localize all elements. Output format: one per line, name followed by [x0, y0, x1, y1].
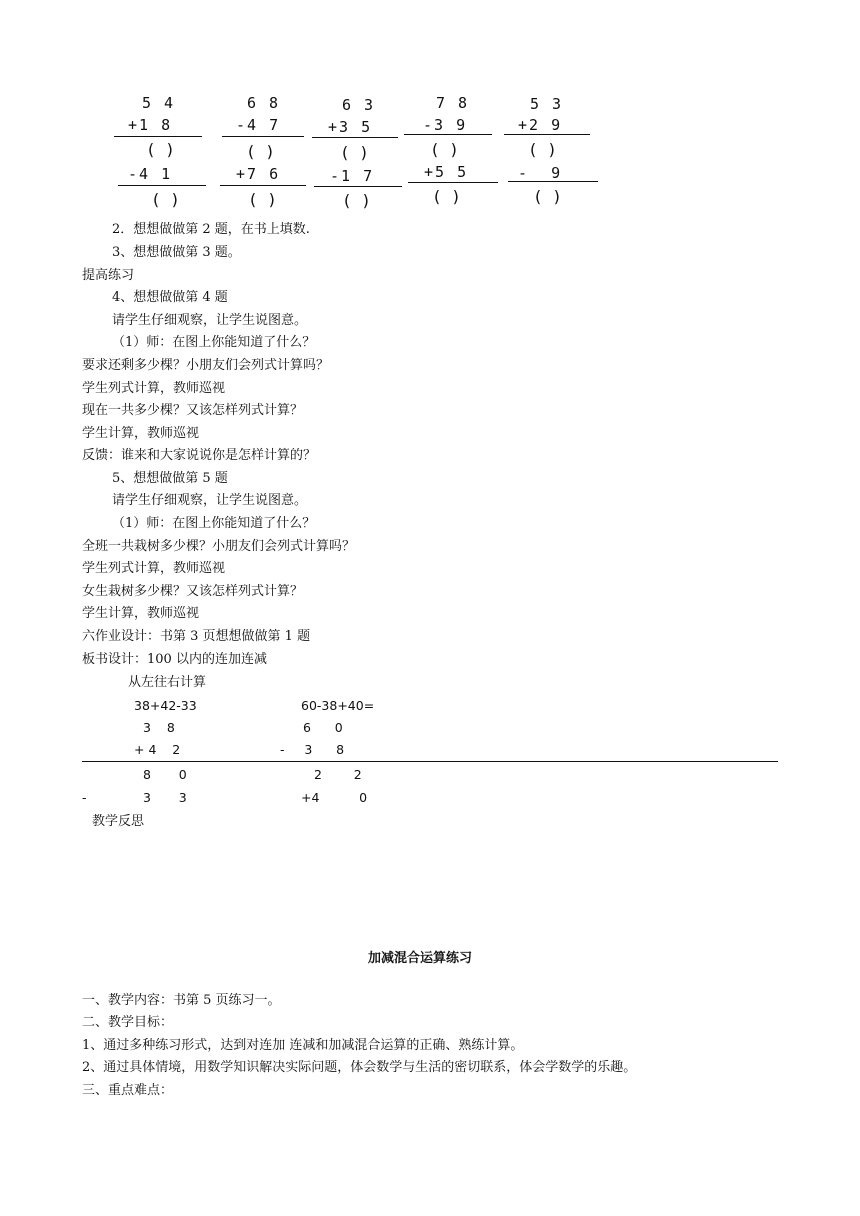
calc-1-op2: -4 1: [128, 165, 173, 183]
board-b-row3: 2 2: [314, 767, 362, 782]
text-line: 请学生仔细观察，让学生说图意。: [112, 493, 308, 508]
board-divider: [82, 761, 778, 762]
calc-2-bottom: ( ): [248, 190, 277, 209]
calc-1-mid: ( ): [146, 140, 175, 159]
calc-4-top: 7 8: [436, 94, 470, 112]
calc-5-line2: [508, 181, 598, 182]
text-line: 学生计算，教师巡视: [82, 426, 200, 441]
calc-4-line2: [408, 182, 498, 183]
calc-4-op2: +5 5: [424, 163, 469, 181]
text-line: 4、想想做做第 4 题: [112, 290, 228, 305]
board-a-row1: 3 8: [143, 720, 175, 735]
calc-3-mid: ( ): [340, 143, 369, 162]
board-b-row4: +4 0: [301, 790, 368, 805]
section-line: 三、重点难点：: [82, 1083, 174, 1098]
teaching-reflection: 教学反思: [92, 814, 145, 829]
text-line: 反馈：谁来和大家说说你是怎样计算的？: [82, 448, 317, 463]
calc-2-op2: +7 6: [236, 165, 281, 183]
section-line: 2、通过具体情境，用数学知识解决实际问题，体会数学与生活的密切联系，体会学数学的乐趣。: [82, 1060, 637, 1075]
text-line: 提高练习: [82, 268, 135, 283]
calc-4-bottom: ( ): [432, 187, 461, 206]
text-line: 2．想想做做第 2 题，在书上填数.: [112, 222, 310, 237]
board-a-row4-sign: -: [82, 790, 87, 805]
board-a-row4: 3 3: [143, 790, 187, 805]
calc-5-bottom: ( ): [533, 187, 562, 206]
calc-2-mid: ( ): [246, 142, 275, 161]
text-line: 现在一共多少棵？又该怎样列式计算？: [82, 403, 304, 418]
calc-4-mid: ( ): [430, 140, 459, 159]
calc-1-bottom: ( ): [151, 190, 180, 209]
calc-1-line1: [114, 136, 202, 137]
calc-2-top: 6 8: [247, 94, 281, 112]
text-line: 板书设计：100 以内的连加连减: [82, 652, 267, 667]
board-b-row1: 6 0: [303, 720, 343, 735]
calc-3-line2: [314, 186, 402, 187]
text-line: 3、想想做做第 3 题。: [112, 245, 241, 260]
text-line: 5、想想做做第 5 题: [112, 471, 228, 486]
calc-5-op2: - 9: [518, 164, 563, 182]
board-expr-1: 38+42-33: [134, 698, 197, 713]
text-line: 学生列式计算，教师巡视: [82, 381, 226, 396]
text-line: 学生计算，教师巡视: [82, 606, 200, 621]
calc-3-line1: [312, 137, 398, 138]
board-expr-2: 60-38+40=: [301, 698, 375, 713]
calc-5-mid: ( ): [528, 140, 557, 159]
calc-2-line1: [222, 136, 304, 137]
calc-5-line1: [504, 134, 590, 135]
text-line: 六作业设计：书第 3 页想想做做第 1 题: [82, 629, 311, 644]
section-line: 一、教学内容：书第 5 页练习一。: [82, 993, 281, 1008]
section-line: 二、教学目标：: [82, 1015, 174, 1030]
calc-1-line2: [118, 185, 206, 186]
calc-2-line2: [220, 185, 306, 186]
text-line: 女生栽树多少棵？又该怎样列式计算？: [82, 584, 304, 599]
calc-4-line1: [404, 134, 492, 135]
calc-2-op1: -4 7: [236, 116, 281, 134]
calc-5-top: 5 3: [530, 95, 564, 113]
calc-3-op2: -1 7: [330, 167, 375, 185]
board-a-row3: 8 0: [143, 767, 187, 782]
board-a-row2: + 4 2: [134, 742, 181, 757]
calc-1-op1: +1 8: [128, 116, 173, 134]
section-line: 1、通过多种练习形式，达到对连加 连减和加减混合运算的正确、熟练计算。: [82, 1038, 524, 1053]
calc-5-op1: +2 9: [518, 116, 563, 134]
calc-3-top: 6 3: [342, 96, 376, 114]
calc-1-top: 5 4: [142, 94, 176, 112]
text-line: 要求还剩多少棵？小朋友们会列式计算吗？: [82, 358, 330, 373]
calc-3-bottom: ( ): [342, 191, 371, 210]
section-title: 加减混合运算练习: [368, 951, 473, 966]
text-line: 全班一共栽树多少棵？小朋友们会列式计算吗？: [82, 539, 356, 554]
text-line: 学生列式计算，教师巡视: [82, 561, 226, 576]
board-heading: 从左往右计算: [128, 675, 207, 690]
text-line: （1）师：在图上你能知道了什么？: [112, 335, 316, 350]
text-line: （1）师：在图上你能知道了什么？: [112, 516, 316, 531]
calc-4-op1: -3 9: [423, 116, 468, 134]
board-b-row2: - 3 8: [280, 742, 345, 757]
text-line: 请学生仔细观察，让学生说图意。: [112, 313, 308, 328]
calc-3-op1: +3 5: [328, 118, 373, 136]
